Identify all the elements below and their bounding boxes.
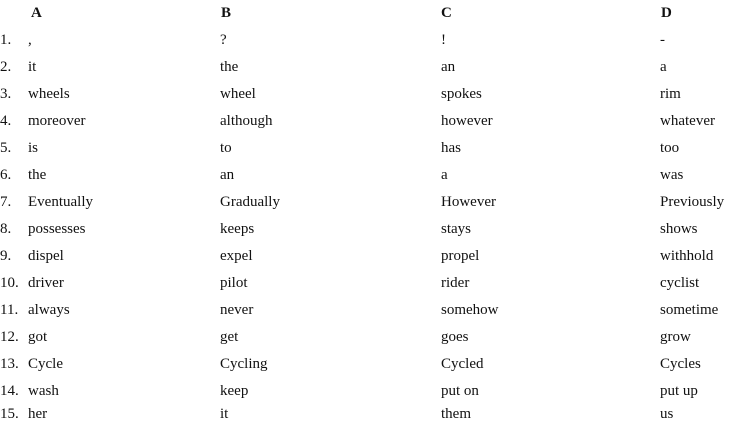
option-b: pilot — [220, 275, 248, 291]
option-c: a — [441, 167, 448, 183]
option-a: Eventually — [28, 194, 93, 210]
question-number: 13. — [0, 356, 19, 372]
option-d: put up — [660, 383, 698, 399]
option-c: However — [441, 194, 496, 210]
option-c: goes — [441, 329, 469, 345]
question-number: 10. — [0, 275, 19, 291]
column-header-b: B — [221, 5, 232, 21]
option-d: shows — [660, 221, 698, 237]
option-c: an — [441, 59, 456, 75]
option-d: withhold — [660, 248, 714, 264]
option-c: rider — [441, 275, 470, 291]
question-row-12 — [0, 324, 738, 350]
option-b: keeps — [220, 221, 255, 237]
option-d: sometime — [660, 302, 719, 318]
option-b: although — [220, 113, 273, 129]
option-d: was — [660, 167, 684, 183]
option-a: her — [28, 406, 48, 422]
option-a: is — [28, 140, 39, 156]
option-c: them — [441, 406, 471, 422]
question-row-6 — [0, 162, 738, 188]
option-a: moreover — [28, 113, 86, 129]
option-b: ? — [220, 32, 227, 48]
question-row-13 — [0, 351, 738, 377]
question-number: 9. — [0, 248, 12, 264]
question-row-7 — [0, 189, 738, 215]
option-d: - — [660, 32, 665, 48]
option-b: keep — [220, 383, 249, 399]
option-d: us — [660, 406, 674, 422]
question-number: 11. — [0, 302, 19, 318]
option-a: wash — [28, 383, 59, 399]
option-a: wheels — [28, 86, 70, 102]
option-a: possesses — [28, 221, 86, 237]
option-d: whatever — [660, 113, 715, 129]
option-c: spokes — [441, 86, 482, 102]
column-header-c: C — [441, 5, 452, 21]
option-c: Cycled — [441, 356, 484, 372]
question-number: 8. — [0, 221, 12, 237]
option-c: has — [441, 140, 461, 156]
option-b: get — [220, 329, 239, 345]
option-b: Gradually — [220, 194, 280, 210]
column-header-d: D — [661, 5, 672, 21]
option-d: grow — [660, 329, 691, 345]
option-b: Cycling — [220, 356, 268, 372]
header-row — [0, 0, 738, 26]
option-a: dispel — [28, 248, 64, 264]
question-number: 7. — [0, 194, 12, 210]
option-a: driver — [28, 275, 64, 291]
question-number: 14. — [0, 383, 19, 399]
question-row-11 — [0, 297, 738, 323]
option-d: a — [660, 59, 667, 75]
question-row-9 — [0, 243, 738, 269]
question-number: 15. — [0, 406, 19, 422]
option-c: somehow — [441, 302, 499, 318]
option-b: never — [220, 302, 254, 318]
question-number: 12. — [0, 329, 19, 345]
option-c: propel — [441, 248, 480, 264]
option-c: put on — [441, 383, 479, 399]
question-number: 6. — [0, 167, 12, 183]
question-number: 2. — [0, 59, 12, 75]
option-c: however — [441, 113, 493, 129]
question-number: 5. — [0, 140, 12, 156]
question-number: 3. — [0, 86, 12, 102]
option-c: ! — [441, 32, 446, 48]
question-row-1 — [0, 27, 738, 53]
option-c: stays — [441, 221, 471, 237]
question-row-2 — [0, 54, 738, 80]
column-header-a: A — [31, 5, 42, 21]
option-b: wheel — [220, 86, 256, 102]
option-b: to — [220, 140, 232, 156]
option-a: always — [28, 302, 70, 318]
option-d: rim — [660, 86, 681, 102]
option-b: expel — [220, 248, 253, 264]
option-a: , — [28, 32, 32, 48]
question-row-5 — [0, 135, 738, 161]
question-number: 1. — [0, 32, 12, 48]
option-b: it — [220, 406, 229, 422]
option-a: it — [28, 59, 37, 75]
option-b: the — [220, 59, 239, 75]
option-a: the — [28, 167, 47, 183]
option-d: Cycles — [660, 356, 701, 372]
option-a: Cycle — [28, 356, 63, 372]
question-row-4 — [0, 108, 738, 134]
option-d: cyclist — [660, 275, 700, 291]
option-a: got — [28, 329, 48, 345]
question-row-10 — [0, 270, 738, 296]
option-d: too — [660, 140, 680, 156]
question-number: 4. — [0, 113, 12, 129]
question-row-3 — [0, 81, 738, 107]
question-row-8 — [0, 216, 738, 242]
option-b: an — [220, 167, 235, 183]
option-d: Previously — [660, 194, 725, 210]
question-row-15 — [0, 401, 738, 427]
